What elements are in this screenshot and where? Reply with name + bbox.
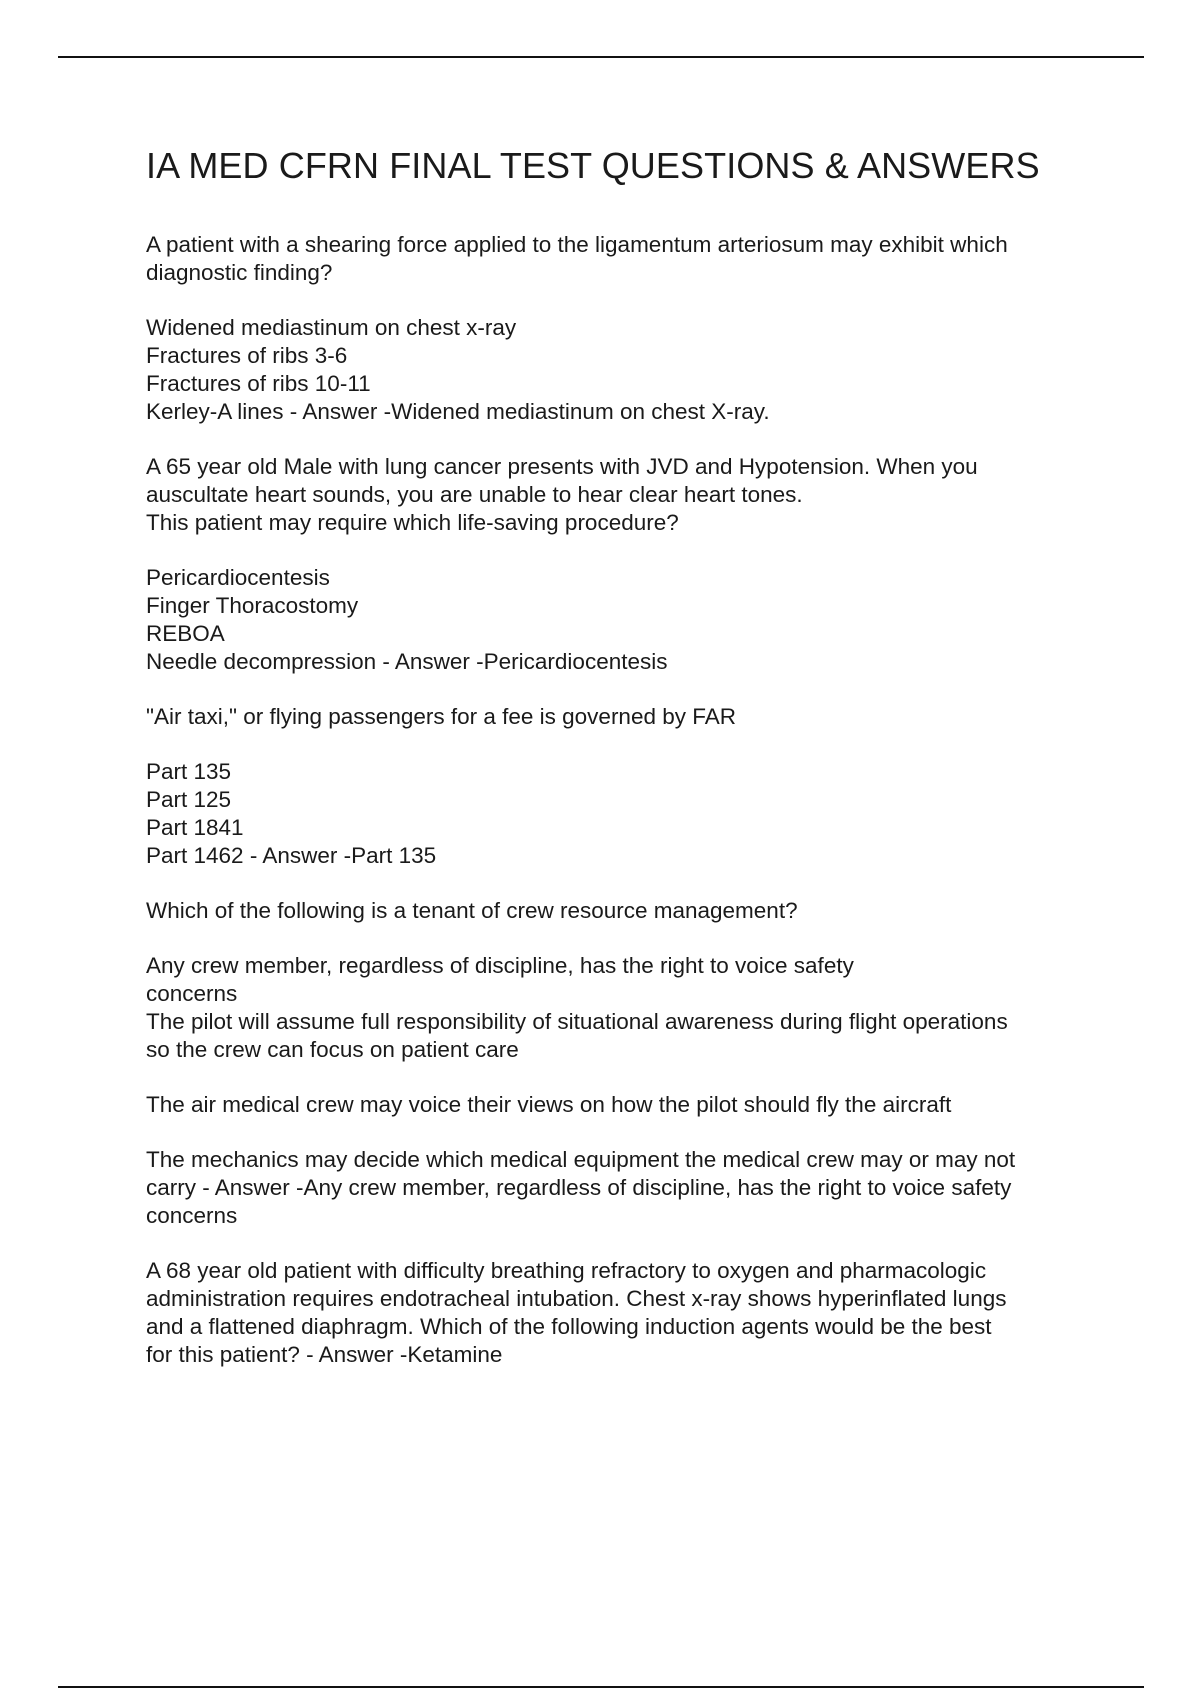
option-answer-text: concerns xyxy=(146,1203,238,1228)
option-text: so the crew can focus on patient care xyxy=(146,1037,519,1062)
question-text: A 65 year old Male with lung cancer presents with JVD and Hypotension. When you xyxy=(146,454,978,479)
question-text: and a flattened diaphragm. Which of the following induction agents would be the best xyxy=(146,1314,992,1339)
option-text: Part 1841 xyxy=(146,815,244,840)
option-text: The mechanics may decide which medical equipment the medical crew may or may not xyxy=(146,1147,1016,1172)
question-text: Which of the following is a tenant of crew resource management? xyxy=(146,898,798,923)
option-text: Fractures of ribs 3-6 xyxy=(146,343,348,368)
question-block xyxy=(146,231,1096,426)
qa-list xyxy=(146,231,1096,1369)
option-answer-text: carry - Answer -Any crew member, regardless of discipline, has the right to voice safety xyxy=(146,1175,1012,1200)
question-text: This patient may require which life-saving procedure? xyxy=(146,510,679,535)
question-text: diagnostic finding? xyxy=(146,260,333,285)
option-text: Fractures of ribs 10-11 xyxy=(146,371,371,396)
question-text: administration requires endotracheal intubation. Chest x-ray shows hyperinflated lungs xyxy=(146,1286,1007,1311)
option-answer-text: Needle decompression - Answer -Pericardiocentesis xyxy=(146,649,668,674)
option-text: The pilot will assume full responsibility of situational awareness during flight operations xyxy=(146,1009,1008,1034)
option-text: Widened mediastinum on chest x-ray xyxy=(146,315,517,340)
option-text: Part 135 xyxy=(146,759,232,784)
bottom-rule xyxy=(58,1686,1144,1688)
option-text: REBOA xyxy=(146,621,225,646)
top-rule xyxy=(58,56,1144,58)
option-answer-text: Part 1462 - Answer -Part 135 xyxy=(146,843,437,868)
option-text: Finger Thoracostomy xyxy=(146,593,359,618)
question-text: A patient with a shearing force applied to the ligamentum arteriosum may exhibit which xyxy=(146,232,1008,257)
question-block xyxy=(146,1257,1096,1369)
document-title: IA MED CFRN FINAL TEST QUESTIONS & ANSWERS xyxy=(146,145,1040,186)
question-block xyxy=(146,897,1096,1230)
option-text: The air medical crew may voice their views on how the pilot should fly the aircraft xyxy=(146,1092,952,1117)
question-text: auscultate heart sounds, you are unable to hear clear heart tones. xyxy=(146,482,803,507)
question-text: "Air taxi," or flying passengers for a fee is governed by FAR xyxy=(146,704,736,729)
question-answer-text: for this patient? - Answer -Ketamine xyxy=(146,1342,503,1367)
option-answer-text: Kerley-A lines - Answer -Widened mediastinum on chest X-ray. xyxy=(146,399,770,424)
option-text: Part 125 xyxy=(146,787,232,812)
option-text: Any crew member, regardless of discipline, has the right to voice safety xyxy=(146,953,854,978)
question-block xyxy=(146,453,1096,676)
option-text: Pericardiocentesis xyxy=(146,565,330,590)
document-body xyxy=(146,140,1096,1369)
question-text: A 68 year old patient with difficulty breathing refractory to oxygen and pharmacologic xyxy=(146,1258,987,1283)
question-block xyxy=(146,703,1096,870)
option-text: concerns xyxy=(146,981,238,1006)
